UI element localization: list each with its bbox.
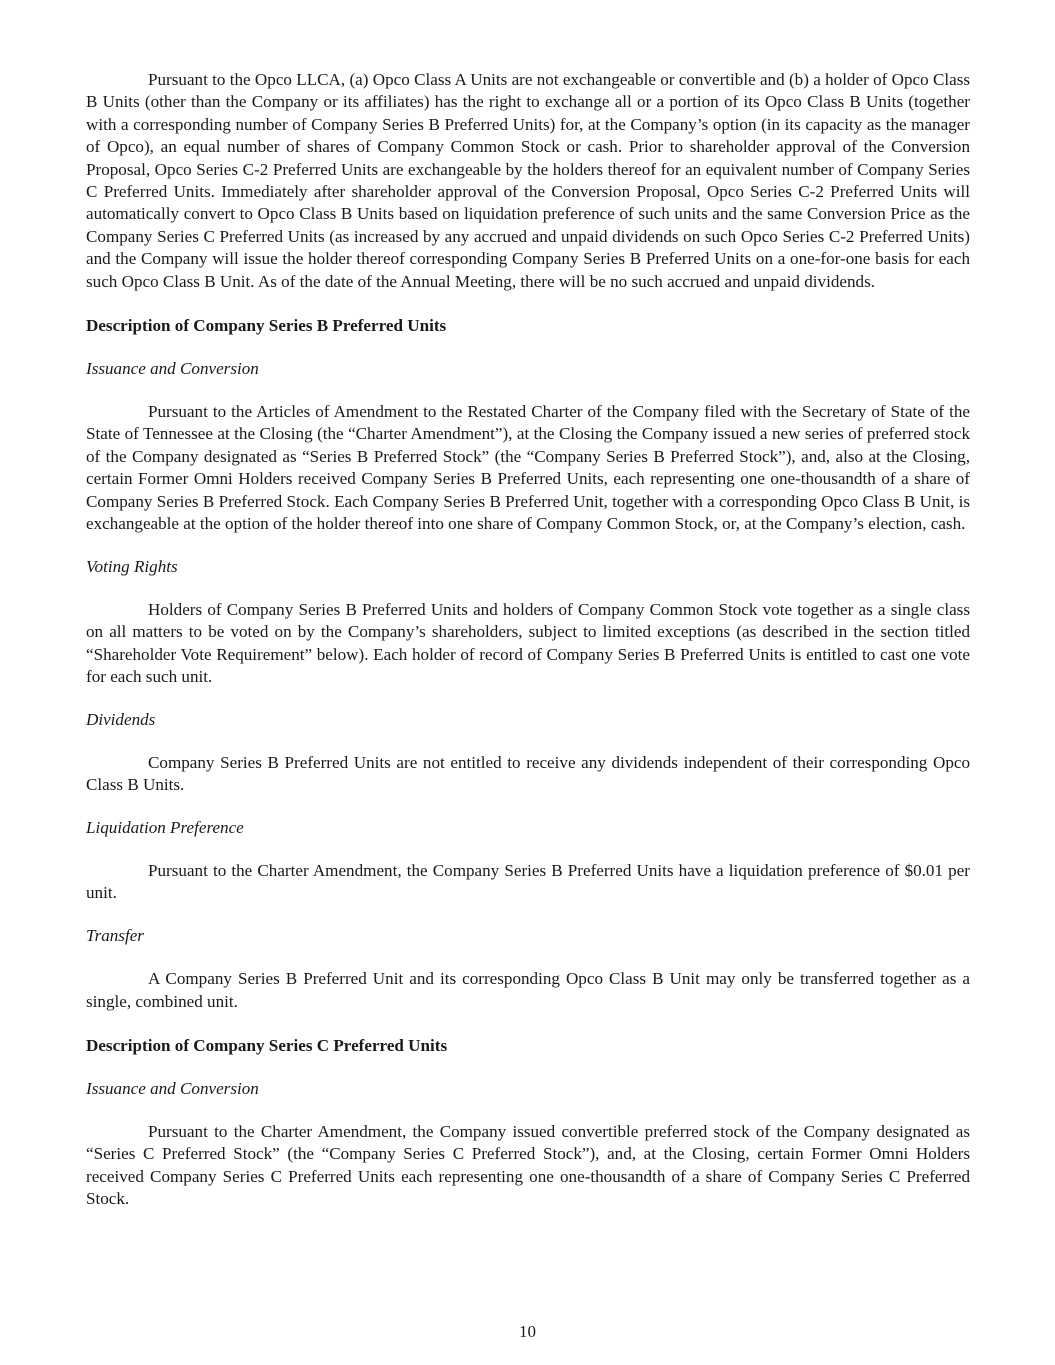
series-c-heading: Description of Company Series C Preferred Units bbox=[86, 1036, 448, 1055]
series-b-transfer-paragraph: A Company Series B Preferred Unit and its corresponding Opco Class B Unit may only be transferred together as a single, combined unit. bbox=[86, 969, 970, 1011]
series-b-transfer-title: Transfer bbox=[86, 926, 144, 946]
series-c-issuance-paragraph: Pursuant to the Charter Amendment, the Company issued convertible preferred stock of the Company designated as “Series C Preferred Stock” (the “Company Series C Preferred Stock”), and, at the Closing, certain Former Omni Holders received Company Series C Preferred Units each representing one one-thousandth of a share of Company Series C Preferred Stock. bbox=[86, 1121, 970, 1209]
series-b-voting-title: Voting Rights bbox=[86, 556, 178, 576]
page-number: 10 bbox=[519, 1322, 536, 1341]
series-b-voting-paragraph: Holders of Company Series B Preferred Units and holders of Company Common Stock vote together as a single class on all matters to be voted on by the Company’s shareholders, subject to limited exceptions (as described in the section titled “Shareholder Vote Requirement” below). Each holder of record of Company Series B Preferred Units is entitled to cast one vote for each such unit. bbox=[86, 599, 970, 686]
series-b-dividends-paragraph: Company Series B Preferred Units are not entitled to receive any dividends independent of their corresponding Opco Class B Units. bbox=[86, 752, 970, 795]
series-b-issuance-paragraph: Pursuant to the Articles of Amendment to the Restated Charter of the Company filed with the Secretary of State of the State of Tennessee at the Closing (the “Charter Amendment”), at the Closing the Company issued a new series of preferred stock of the Company designated as “Series B Preferred Stock” (the “Company Series B Preferred Stock”), and, also at the Closing, certain Former Omni Holders received Company Series B Preferred Units, each representing one one-thousandth of a share of Company Series B Preferred Stock. Each Company Series B Preferred Unit, together with a corresponding Opco Class B Unit, is exchangeable at the option of the holder thereof into one share of Company Common Stock, or, at the Company’s election, cash. bbox=[86, 401, 970, 533]
series-b-dividends-title: Dividends bbox=[86, 709, 156, 729]
series-b-issuance-title: Issuance and Conversion bbox=[86, 358, 259, 378]
document-page bbox=[86, 69, 970, 1210]
series-b-liquidation-paragraph: Pursuant to the Charter Amendment, the Company Series B Preferred Units have a liquidation preference of $0.01 per unit. bbox=[86, 860, 970, 903]
series-b-heading: Description of Company Series B Preferred Units bbox=[86, 316, 447, 336]
series-c-issuance-title: Issuance and Conversion bbox=[86, 1078, 259, 1098]
series-b-liquidation-title: Liquidation Preference bbox=[86, 818, 244, 838]
opco-exchange-paragraph: Pursuant to the Opco LLCA, (a) Opco Class A Units are not exchangeable or convertible and (b) a holder of Opco Class B Units (other than the Company or its affiliates) has the right to exchange all or a portion of its Opco Class B Units (together with a corresponding number of Company Series B Preferred Units) for, at the Company’s option (in its capacity as the manager of Opco), an equal number of shares of Company Common Stock or cash. Prior to shareholder approval of the Conversion Proposal, Opco Series C-2 Preferred Units are exchangeable by the holders thereof for an equivalent number of Company Series C Preferred Units. Immediately after shareholder approval of the Conversion Proposal, Opco Series C-2 Preferred Units will automatically convert to Opco Class B Units based on liquidation preference of such units and the same Conversion Price as the Company Series C Preferred Units (as increased by any accrued and unpaid dividends on such Opco Series C-2 Preferred Units) and the Company will issue the holder thereof corresponding Company Series B Preferred Units on a one-for-one basis for each such Opco Class B Unit. As of the date of the Annual Meeting, there will be no such accrued and unpaid dividends. bbox=[86, 70, 970, 291]
